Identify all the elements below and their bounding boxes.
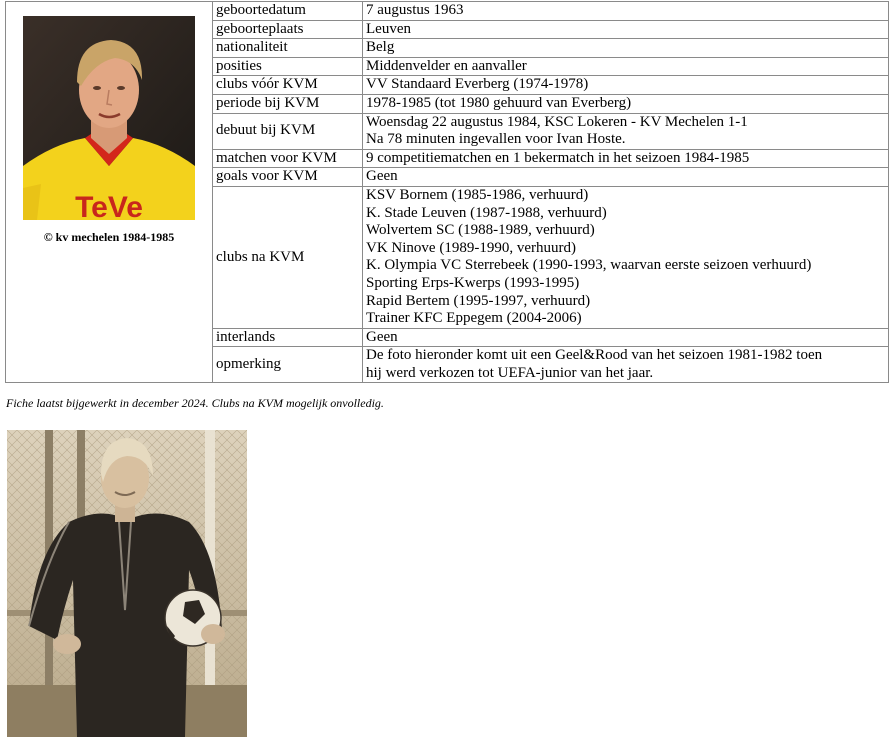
value-line: De foto hieronder komt uit een Geel&Rood van het seizoen 1981-1982 toen [366, 347, 823, 364]
row-label: opmerking [213, 347, 363, 383]
value-line: Wolvertem SC (1988-1989, verhuurd) [366, 222, 595, 239]
photo-caption: © kv mechelen 1984-1985 [43, 230, 175, 244]
shirt-sponsor-text: TeVe [75, 191, 143, 220]
row-label: geboorteplaats [213, 20, 363, 39]
row-value: Geen [363, 168, 889, 187]
row-value: Middenvelder en aanvaller [363, 57, 889, 76]
row-value [363, 347, 889, 383]
row-value [363, 113, 889, 149]
row-label: clubs vóór KVM [213, 76, 363, 95]
player-photo-1981 [7, 430, 247, 737]
player-with-ball-image [7, 430, 247, 737]
value-line: K. Stade Leuven (1987-1988, verhuurd) [366, 204, 607, 221]
row-label: interlands [213, 328, 363, 347]
row-value: 1978-1985 (tot 1980 gehuurd van Everberg) [363, 94, 889, 113]
value-line: VK Ninove (1989-1990, verhuurd) [366, 239, 576, 256]
player-portrait-image [23, 16, 195, 220]
row-value: 9 competitiematchen en 1 bekermatch in het seizoen 1984-1985 [363, 149, 889, 168]
footnote: Fiche laatst bijgewerkt in december 2024. Clubs na KVM mogelijk onvolledig. [6, 396, 384, 410]
row-value: VV Standaard Everberg (1974-1978) [363, 76, 889, 95]
row-value: Leuven [363, 20, 889, 39]
row-label: goals voor KVM [213, 168, 363, 187]
row-value: Belg [363, 39, 889, 58]
row-label: posities [213, 57, 363, 76]
value-line: Rapid Bertem (1995-1997, verhuurd) [366, 292, 591, 309]
row-label: periode bij KVM [213, 94, 363, 113]
row-label: nationaliteit [213, 39, 363, 58]
value-line: Sporting Erps-Kwerps (1993-1995) [366, 274, 580, 291]
value-line: hij werd verkozen tot UEFA-junior van het jaar. [366, 364, 654, 381]
table-row [6, 2, 889, 21]
value-line: Na 78 minuten ingevallen voor Ivan Hoste. [366, 131, 626, 148]
value-line: Woensdag 22 augustus 1984, KSC Lokeren - KV Mechelen 1-1 [366, 113, 748, 130]
value-line: KSV Bornem (1985-1986, verhuurd) [366, 186, 589, 203]
value-line: Trainer KFC Eppegem (2004-2006) [366, 310, 582, 327]
row-label: clubs na KVM [213, 186, 363, 328]
player-fiche-table [5, 1, 889, 383]
row-value [363, 186, 889, 328]
row-label: matchen voor KVM [213, 149, 363, 168]
value-line: K. Olympia VC Sterrebeek (1990-1993, waarvan eerste seizoen verhuurd) [366, 257, 812, 274]
row-value: 7 augustus 1963 [363, 2, 889, 21]
row-value: Geen [363, 328, 889, 347]
row-label: debuut bij KVM [213, 113, 363, 149]
player-photo-1984 [23, 16, 195, 220]
photo-cell [6, 2, 213, 383]
row-label: geboortedatum [213, 2, 363, 21]
